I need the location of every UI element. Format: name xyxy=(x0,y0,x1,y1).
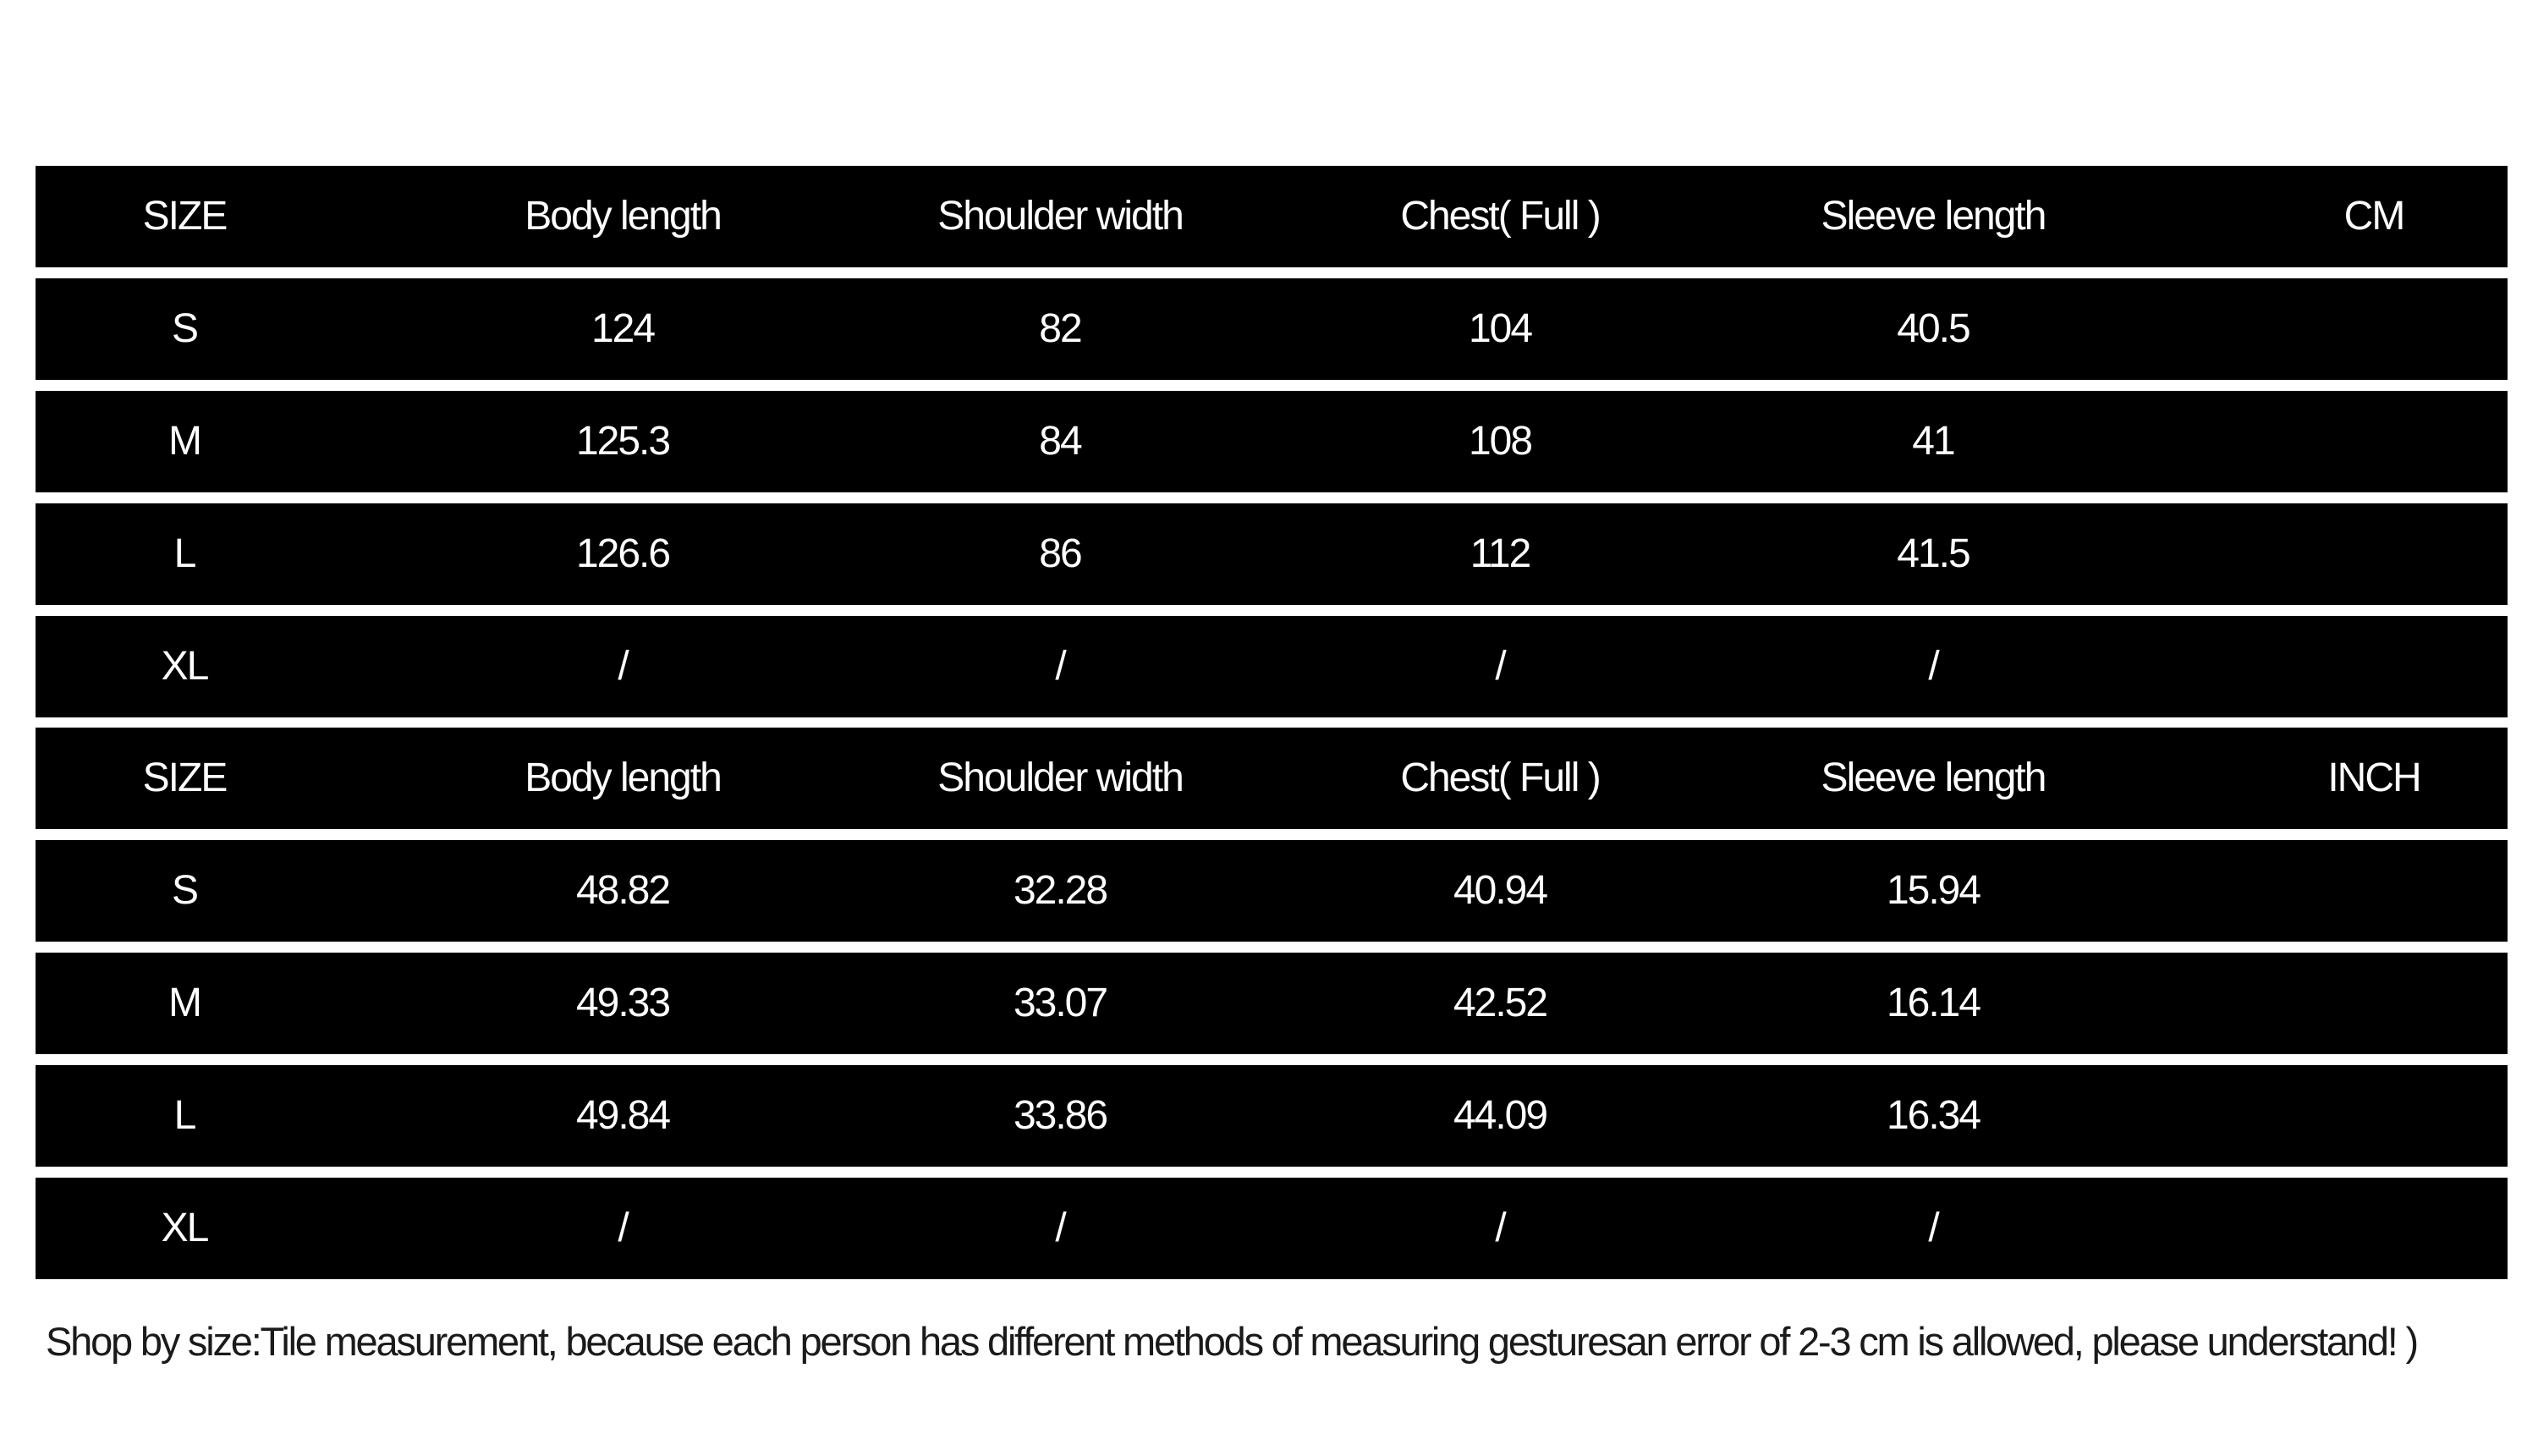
cell-shoulder-width: / xyxy=(1055,644,1065,689)
cell-chest: 108 xyxy=(1468,419,1532,464)
cell-chest: / xyxy=(1495,1206,1505,1250)
cell-size: M xyxy=(168,981,201,1025)
cell-sleeve-length: 41 xyxy=(1912,419,1954,464)
cell-sleeve-length: 40.5 xyxy=(1897,306,1969,351)
cell-shoulder-width: / xyxy=(1055,1206,1065,1250)
cell-body-length: 125.3 xyxy=(575,419,670,464)
cell-chest: 42.52 xyxy=(1453,981,1547,1025)
table-header-row xyxy=(36,166,2508,267)
cell-body-length: 48.82 xyxy=(575,868,670,913)
cell-shoulder-width: 32.28 xyxy=(1013,868,1107,913)
cell-body-length: 49.33 xyxy=(575,981,670,1025)
header-chest: Chest( Full ) xyxy=(1400,755,1600,800)
cell-size: L xyxy=(173,531,195,576)
header-chest: Chest( Full ) xyxy=(1400,194,1600,239)
cell-shoulder-width: 86 xyxy=(1039,531,1081,576)
cell-shoulder-width: 33.86 xyxy=(1013,1093,1107,1138)
header-size: SIZE xyxy=(142,194,227,239)
header-body-length: Body length xyxy=(525,755,721,800)
cell-body-length: 49.84 xyxy=(575,1093,670,1138)
size-table-inch xyxy=(36,728,2508,1290)
cell-size: S xyxy=(171,868,197,913)
header-sleeve-length: Sleeve length xyxy=(1821,194,2046,239)
size-table-cm xyxy=(36,166,2508,728)
header-unit: CM xyxy=(2343,194,2404,239)
table-row xyxy=(36,840,2508,942)
cell-chest: 40.94 xyxy=(1453,868,1547,913)
table-row xyxy=(36,1065,2508,1167)
cell-sleeve-length: / xyxy=(1928,644,1938,689)
cell-size: M xyxy=(168,419,201,464)
cell-sleeve-length: / xyxy=(1928,1206,1938,1250)
cell-size: XL xyxy=(161,644,208,689)
cell-sleeve-length: 16.14 xyxy=(1886,981,1980,1025)
header-shoulder-width: Shoulder width xyxy=(937,755,1183,800)
cell-chest: 112 xyxy=(1470,531,1530,576)
cell-shoulder-width: 82 xyxy=(1039,306,1081,351)
table-row xyxy=(36,278,2508,380)
table-row xyxy=(36,616,2508,717)
table-row xyxy=(36,1178,2508,1279)
table-row xyxy=(36,391,2508,492)
table-row xyxy=(36,503,2508,605)
header-size: SIZE xyxy=(142,755,227,800)
cell-shoulder-width: 84 xyxy=(1039,419,1081,464)
cell-sleeve-length: 15.94 xyxy=(1886,868,1980,913)
measurement-note: Shop by size:Tile measurement, because each person has different methods of measuring gesturesan error of 2-3 cm is allowed, please understand! ) xyxy=(46,1319,2417,1364)
cell-size: XL xyxy=(161,1206,208,1250)
cell-sleeve-length: 16.34 xyxy=(1886,1093,1980,1138)
cell-size: S xyxy=(171,306,197,351)
cell-body-length: 126.6 xyxy=(575,531,670,576)
header-unit: INCH xyxy=(2327,755,2420,800)
cell-chest: / xyxy=(1495,644,1505,689)
header-shoulder-width: Shoulder width xyxy=(937,194,1183,239)
header-sleeve-length: Sleeve length xyxy=(1821,755,2046,800)
table-row xyxy=(36,953,2508,1054)
cell-size: L xyxy=(173,1093,195,1138)
cell-body-length: 124 xyxy=(591,306,655,351)
cell-sleeve-length: 41.5 xyxy=(1897,531,1969,576)
header-body-length: Body length xyxy=(525,194,721,239)
cell-shoulder-width: 33.07 xyxy=(1013,981,1107,1025)
cell-body-length: / xyxy=(618,644,628,689)
cell-body-length: / xyxy=(618,1206,628,1250)
table-header-row xyxy=(36,728,2508,829)
cell-chest: 104 xyxy=(1468,306,1532,351)
cell-chest: 44.09 xyxy=(1453,1093,1547,1138)
